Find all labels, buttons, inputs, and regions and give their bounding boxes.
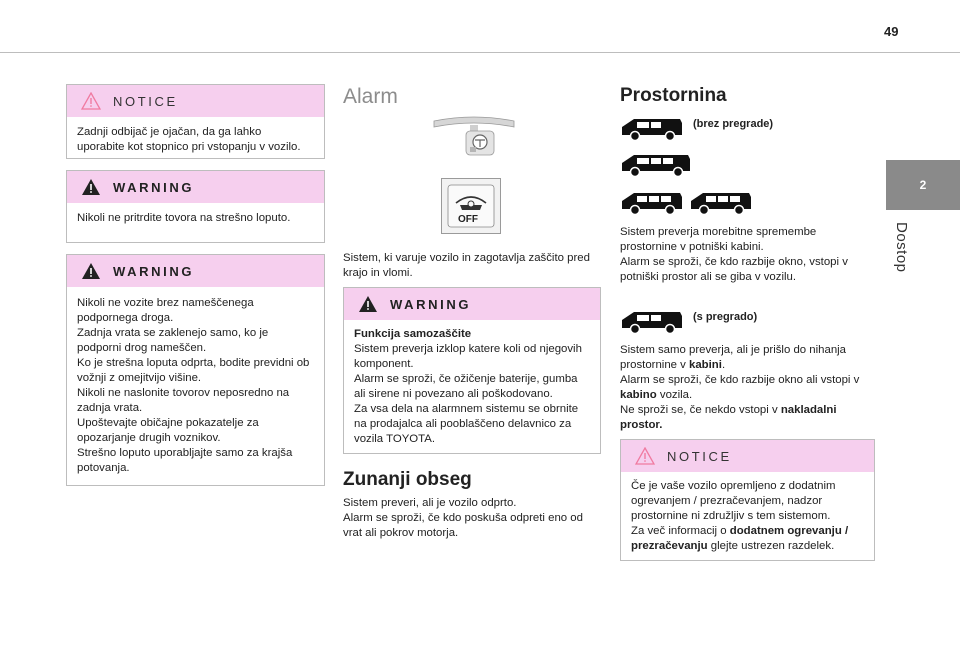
volume-line [620,358,882,373]
text-run: . [721,359,726,371]
warning-text: komponent. [354,358,414,370]
warning-text: Nikoli ne naslonite tovorov neposredno na [77,387,290,399]
notice-box-left [66,84,325,159]
notice-warning-icon [81,92,101,110]
notice-text: Če je vaše vozilo opremljeno z dodatnim [631,480,836,492]
volume-line: Sistem samo preverja, ali je prišlo do nihanja [620,344,847,356]
volume-text-1 [620,225,882,285]
warning-header [67,255,324,287]
rearview-mirror-icon [432,113,516,163]
alarm-intro [343,251,605,281]
notice-text: ogrevanjem / prezračevanjem, nadzor [631,495,823,507]
notice-text: uporabite kot stopnico pri vstopanju v vozilo. [77,141,301,153]
van-crew-long-icon [689,189,753,215]
volume-line: prostornine v potniški kabini. [620,241,764,253]
warning-icon [81,262,101,280]
notice-header [67,85,324,117]
notice-label: NOTICE [667,448,732,464]
volume-line: Sistem preverja morebitne spremembe [620,226,817,238]
warning-text: Strešno loputo uporabljajte samo za krajša [77,447,293,459]
warning-text: Nikoli ne vozite brez nameščenega [77,297,254,309]
warning-text: vožnji z omejitvijo višine. [77,372,202,384]
warning-text: ali sirene ni povezano ali poškodovano. [354,388,553,400]
text-run: prostornine v [620,359,690,371]
warning-label: WARNING [390,296,472,312]
van-crew-icon [620,189,684,215]
warning-text: podpornega droga. [77,312,174,324]
text-run: glejte ustrezen razdelek. [707,540,835,552]
text-run: Za več informacij o [631,525,730,537]
warning-text: Za vsa dela na alarmnem sistemu se obrnite [354,403,579,415]
van-short-icon [620,115,684,141]
volume-line: Alarm se sproži, če kdo razbije okno ali vstopi v [620,374,860,386]
volume-line [620,403,882,418]
bold-term: kabino [620,389,657,401]
caption-no-partition: (brez pregrade) [693,118,774,130]
warning-box-2 [66,254,325,486]
intro-text: krajo in vlomi. [343,267,413,279]
van-long-icon [620,151,692,177]
exterior-line: Sistem preveri, ali je vozilo odprto. [343,497,517,509]
bold-term: kabini [689,359,722,371]
exterior-line: vrat ali pokrov motorja. [343,527,459,539]
section-title-volume: Prostornina [620,85,727,106]
volume-line: potniški prostor ali se giba v vozilu. [620,271,797,283]
warning-icon [81,178,101,196]
section-title-exterior: Zunanji obseg [343,469,472,490]
header-rule [0,52,960,53]
chapter-tab[interactable] [886,160,960,210]
chapter-label: Dostop [893,222,910,273]
exterior-text [343,496,605,541]
warning-box-3 [343,287,601,454]
van-partition-icon [620,308,684,334]
exterior-line: Alarm se sproži, če kdo poskuša odpreti eno od [343,512,583,524]
volume-line [620,388,882,403]
notice-box-right [620,439,875,561]
warning-header [67,171,324,203]
warning-text: Sistem preverja izklop katere koli od njegovih [354,343,582,355]
alarm-off-button [441,178,501,234]
notice-text [631,539,866,554]
warning-text: Upoštevajte običajne pokazatelje za [77,417,259,429]
warning-text: vozila TOYOTA. [354,433,436,445]
warning-text: Nikoli ne pritrdite tovora na strešno loputo. [77,212,291,224]
warning-label: WARNING [113,179,195,195]
text-run: Ne sproži se, če nekdo vstopi v [620,404,781,416]
notice-text [631,524,866,539]
bold-term: prezračevanju [631,540,708,552]
warning-text: potovanja. [77,462,130,474]
bold-term: dodatnem ogrevanju / [729,525,849,537]
chapter-number: 2 [919,178,927,192]
warning-icon [358,295,378,313]
warning-box-1 [66,170,325,243]
intro-text: Sistem, ki varuje vozilo in zagotavlja zaščito pred [343,252,590,264]
warning-label: WARNING [113,263,195,279]
volume-line [620,418,882,433]
warning-text: Ko je strešna loputa odprta, bodite previdni ob [77,357,310,369]
warning-subtitle: Funkcija samozaščite [354,328,472,340]
warning-text: zadnja vrata. [77,402,143,414]
notice-text: Zadnji odbijač je ojačan, da ga lahko [77,126,262,138]
warning-text: opozarjanje drugih voznikov. [77,432,221,444]
volume-line: Alarm se sproži, če kdo razbije okno, vstopi v [620,256,848,268]
notice-label: NOTICE [113,93,178,109]
page-number: 49 [884,24,899,39]
warning-header [344,288,600,320]
off-label: OFF [458,214,478,225]
section-title-alarm: Alarm [343,85,398,108]
caption-with-partition: (s pregrado) [693,311,758,323]
text-run: vozila. [656,389,693,401]
notice-text: prostornine ni združljiv s tem sistemom. [631,510,831,522]
notice-warning-icon [635,447,655,465]
bold-term: prostor. [620,419,663,431]
warning-text: na prodajalca ali pooblaščeno delavnico za [354,418,572,430]
bold-term: nakladalni [780,404,837,416]
warning-text: podporni drog nameščen. [77,342,207,354]
warning-text: Zadnja vrata se zaklenejo samo, ko je [77,327,269,339]
warning-text: Alarm se sproži, če ožičenje baterije, gumba [354,373,578,385]
volume-text-2 [620,343,882,433]
notice-header [621,440,874,472]
